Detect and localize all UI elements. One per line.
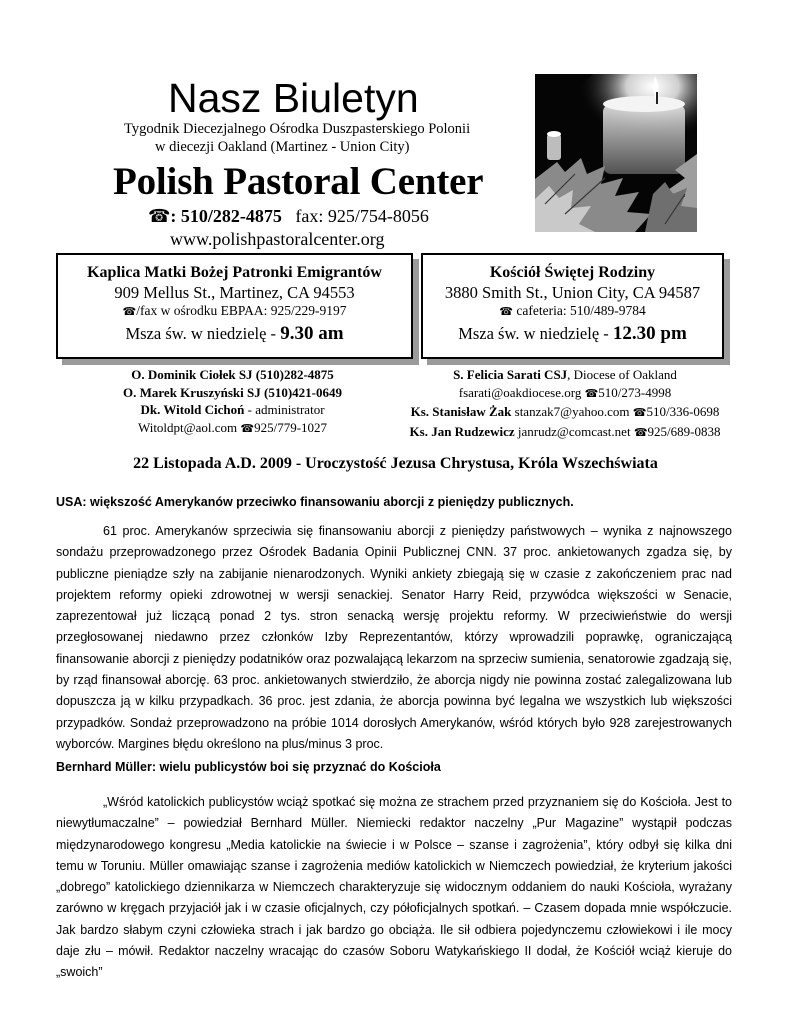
- phone-icon: ☎: [632, 407, 647, 419]
- chapel-phone-line: ☎/fax w ośrodku EBPAA: 925/229-9197: [122, 303, 347, 318]
- clergy-entry: O. Dominik Ciołek SJ (510)282-4875: [131, 367, 334, 382]
- phone-icon: ☎: [633, 426, 648, 439]
- church-mass-time: Msza św. w niedzielę - 12.30 pm: [458, 323, 687, 344]
- center-name: Polish Pastoral Center: [113, 160, 484, 203]
- email-link[interactable]: fsarati@oakdiocese.org: [458, 384, 585, 400]
- clergy-list-left: [56, 366, 409, 438]
- phone-icon: ☎: [122, 306, 137, 318]
- article-2-body: „Wśród katolickich publicystów wciąż spotkać się można ze strachem przed przyznaniem się do Kościoła. Jest to niewytłumaczalne” – powiedział Bernhard Müller. Niemiecki redaktor naczelny „Pur Magazine” wystąpił podczas międzynarodowego kongresu „Media katolickie na świecie i w Polsce – szanse i zagrożenia”, który odbył się kilka dni temu w Toruniu. Müller omawiając szanse i zagrożenia mediów katolickich w Niemczech powiedział, że kryterium jakości „dobrego” katolickiego dziennikarza w Niemczech charakteryzuje się widocznym oddaniem do nauki Kościoła, wyrażany zarówno w kręgach przyjaciół jak i w czasie oficjalnych, czy półoficjalnych spotkań. – Czasem dopada mnie współczucie. Jak bardzo słabym czyni człowieka strach i jak bardzo go obciąża. Ile sił odbiera pojedynczemu człowiekowi i ile mocy daje złu – mówił. Redaktor naczelny wracając do czasów Soboru Watykańskiego II dodał, że Kościół wciąż kieruje do „swoich”: [56, 795, 732, 980]
- chapel-mass-time: Msza św. w niedzielę - 9.30 am: [125, 323, 344, 344]
- clergy-entry: Witoldpt@aol.com ☎925/779-1027: [137, 419, 328, 435]
- clergy-entry: O. Marek Kruszyński SJ (510)421-0649: [123, 384, 342, 400]
- candle-photo: [535, 74, 697, 232]
- phone-icon: ☎: [499, 306, 513, 318]
- subtitle-line-1: Tygodnik Diecezjalnego Ośrodka Duszpasterskiego Polonii: [124, 121, 471, 137]
- clergy-entry: Ks. Jan Rudzewicz janrudz@comcast.net ☎925/689-0838: [409, 423, 721, 439]
- candle-image: [535, 74, 697, 232]
- chapel-title: Kaplica Matki Bożej Patronki Emigrantów: [87, 264, 382, 281]
- phone-number: : 510/282-4875: [170, 206, 282, 226]
- chapel-address: 909 Mellus St., Martinez, CA 94553: [114, 283, 355, 302]
- article-2-headline: Bernhard Müller: wielu publicystów boi się przyznać do Kościoła: [56, 760, 441, 774]
- email-link[interactable]: janrudz@comcast.net: [514, 423, 634, 439]
- website-url: www.polishpastoralcenter.org: [170, 229, 385, 249]
- clergy-entry: S. Felicia Sarati CSJ, Diocese of Oakland: [453, 367, 677, 382]
- email-link[interactable]: Witoldpt@aol.com: [137, 419, 241, 435]
- masthead-title: Nasz Biuletyn: [168, 75, 419, 121]
- phone-icon: ☎: [240, 422, 255, 435]
- church-address: 3880 Smith St., Union City, CA 94587: [444, 283, 701, 302]
- phone-icon: ☎: [584, 387, 599, 400]
- clergy-entry: Ks. Stanisław Żak stanzak7@yahoo.com ☎510/336-0698: [410, 404, 720, 419]
- fax-number: fax: 925/754-8056: [295, 206, 429, 226]
- email-link[interactable]: stanzak7@yahoo.com: [511, 404, 633, 419]
- clergy-list-right: [395, 366, 735, 442]
- church-phone-line: ☎ cafeteria: 510/489-9784: [499, 303, 646, 318]
- subtitle-line-2: w diecezji Oakland (Martinez - Union City): [155, 139, 410, 155]
- clergy-entry: fsarati@oakdiocese.org ☎510/273-4998: [458, 384, 672, 400]
- issue-dateline: 22 Listopada A.D. 2009 - Uroczystość Jezusa Chrystusa, Króla Wszechświata: [133, 455, 658, 472]
- clergy-entry: Dk. Witold Cichoń - administrator: [140, 402, 325, 417]
- phone-icon: ☎: [148, 206, 171, 226]
- chapel-info-box: [56, 253, 413, 359]
- article-1-headline: USA: większość Amerykanów przeciwko finansowaniu aborcji z pieniędzy publicznych.: [56, 495, 574, 509]
- church-info-box: [421, 253, 724, 359]
- church-title: Kościół Świętej Rodziny: [489, 264, 656, 281]
- article-1-body: 61 proc. Amerykanów sprzeciwia się finansowaniu aborcji z pieniędzy państwowych – wynika z najnowszego sondażu przeprowadzonego przez Ośrodek Badania Opinii Publicznej CNN. 37 proc. ankietowanych zgadza się, by publiczne pieniądze szły na zabijanie nienarodzonych. Wyniki ankiety zbiegają się w czasie z zakończeniem prac nad projektem reformy opieki zdrowotnej w wersji senackiej. Senator Harry Reid, przywódca większości w Senacie, zaprezentował już liczącą ponad 2 tys. stron senacką wersję projektu reformy. W przeciwieństwie do wersji przegłosowanej niedawno przez członków Izby Reprezentantów, którzy wprowadzili poprawkę, ograniczającą finansowanie aborcji z pieniędzy podatników oraz pozwalającą lekarzom na sprzeciw sumienia, senatorowie zgadzają się, by rząd finansował aborcję. 63 proc. ankietowanych stwierdziło, że aborcja nigdy nie powinna zostać zalegalizowana lub dopuszcza ją w kilku przypadkach. 36 proc. jest zdania, że aborcja powinna być legalna we wszystkich lub większości przypadków. Sondaż przeprowadzono na próbie 1014 dorosłych Amerykanów, wśród których było 928 zarejestrowanych wyborców. Margines błędu określono na plus/minus 3 proc.: [56, 524, 732, 751]
- contact-line: [148, 206, 429, 226]
